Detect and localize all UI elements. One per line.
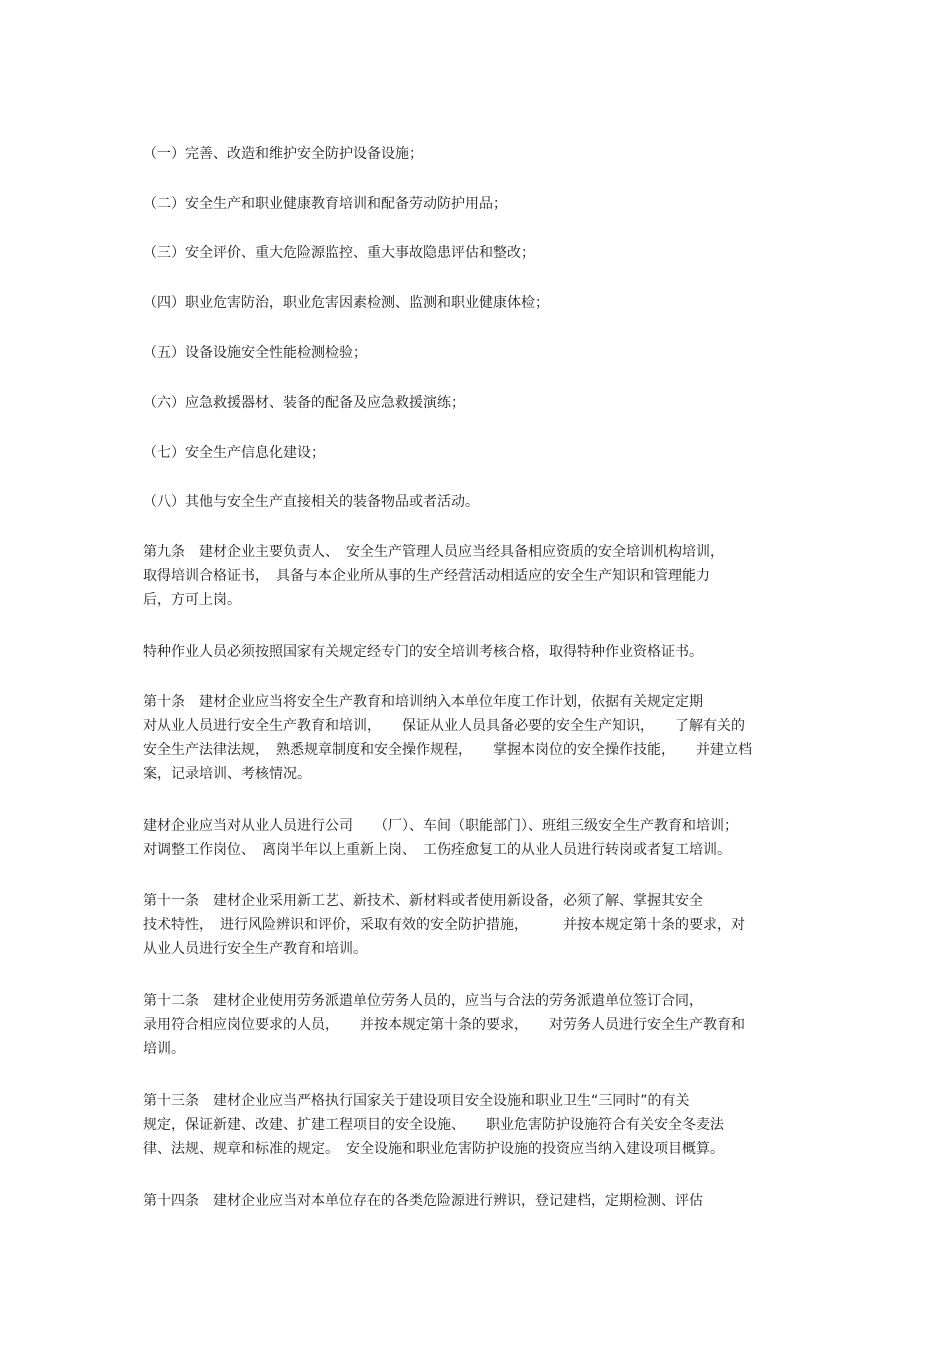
text-line: 从业人员进行安全生产教育和培训。 — [143, 941, 367, 957]
text-line: 第十一条 建材企业采用新工艺、新技术、新材料或者使用新设备，必须了解、掌握其安全 — [143, 893, 703, 909]
text-line: 培训。 — [143, 1041, 185, 1057]
text-line: 规定，保证新建、改建、扩建工程项目的安全设施、 职业危害防护设施符合有关安全冬麦法 — [143, 1117, 724, 1133]
text-line: 取得培训合格证书， 具备与本企业所从事的生产经营活动相适应的安全生产知识和管理能力 — [143, 568, 710, 584]
paragraph-item-2 — [143, 192, 823, 216]
text-line: 特种作业人员必须按照国家有关规定经专门的安全培训考核合格，取得特种作业资格证书。 — [143, 644, 703, 660]
text-line: （一）完善、改造和维护安全防护设备设施； — [143, 146, 423, 162]
text-line: 第十四条 建材企业应当对本单位存在的各类危险源进行辨识，登记建档，定期检测、评估 — [143, 1193, 703, 1209]
paragraph-item-7 — [143, 441, 823, 465]
paragraph-item-3 — [143, 241, 823, 265]
text-line: （四）职业危害防治，职业危害因素检测、监测和职业健康体检； — [143, 295, 549, 311]
text-line: 案，记录培训、考核情况。 — [143, 766, 311, 782]
text-line: （五）设备设施安全性能检测检验； — [143, 345, 367, 361]
text-line: 第十条 建材企业应当将安全生产教育和培训纳入本单位年度工作计划，依据有关规定定期 — [143, 694, 703, 710]
text-line: 第十二条 建材企业使用劳务派遣单位劳务人员的，应当与合法的劳务派遣单位签订合同， — [143, 993, 703, 1009]
special-workers-paragraph — [143, 640, 823, 664]
paragraph-item-6 — [143, 391, 823, 415]
article-14 — [143, 1189, 823, 1213]
article-10 — [143, 690, 823, 786]
article-9 — [143, 540, 823, 612]
text-line: （八）其他与安全生产直接相关的装备物品或者活动。 — [143, 494, 479, 510]
text-line: 对调整工作岗位、 离岗半年以上重新上岗、 工伤痊愈复工的从业人员进行转岗或者复工培训。 — [143, 842, 731, 858]
text-line: （六）应急救援器材、装备的配备及应急救援演练； — [143, 395, 465, 411]
text-line: 安全生产法律法规， 熟悉规章制度和安全操作规程， 掌握本岗位的安全操作技能， 并建立档 — [143, 742, 752, 758]
paragraph-item-4 — [143, 291, 823, 315]
paragraph-item-8 — [143, 490, 823, 514]
paragraph-item-5 — [143, 341, 823, 365]
text-line: （三）安全评价、重大危险源监控、重大事故隐患评估和整改； — [143, 245, 535, 261]
text-line: 后，方可上岗。 — [143, 592, 241, 608]
text-line: 律、法规、规章和标准的规定。 安全设施和职业危害防护设施的投资应当纳入建设项目概算。 — [143, 1141, 724, 1157]
three-level-training-paragraph — [143, 814, 823, 862]
text-line: 建材企业应当对从业人员进行公司 （厂）、车间（职能部门）、班组三级安全生产教育和培训； — [143, 818, 738, 834]
text-line: （二）安全生产和职业健康教育培训和配备劳动防护用品； — [143, 196, 507, 212]
paragraph-item-1 — [143, 142, 823, 166]
text-line: 对从业人员进行安全生产教育和培训， 保证从业人员具备必要的安全生产知识， 了解有关的 — [143, 718, 745, 734]
text-line: 第九条 建材企业主要负责人、 安全生产管理人员应当经具备相应资质的安全培训机构培训， — [143, 544, 724, 560]
text-line: 技术特性， 进行风险辨识和评价，采取有效的安全防护措施， 并按本规定第十条的要求，对 — [143, 917, 745, 933]
text-line: 录用符合相应岗位要求的人员， 并按本规定第十条的要求， 对劳务人员进行安全生产教育和 — [143, 1017, 745, 1033]
article-11 — [143, 889, 823, 961]
article-12 — [143, 989, 823, 1061]
article-13 — [143, 1089, 823, 1161]
text-line: （七）安全生产信息化建设； — [143, 445, 325, 461]
text-line: 第十三条 建材企业应当严格执行国家关于建设项目安全设施和职业卫生“三同时”的有关 — [143, 1093, 690, 1109]
